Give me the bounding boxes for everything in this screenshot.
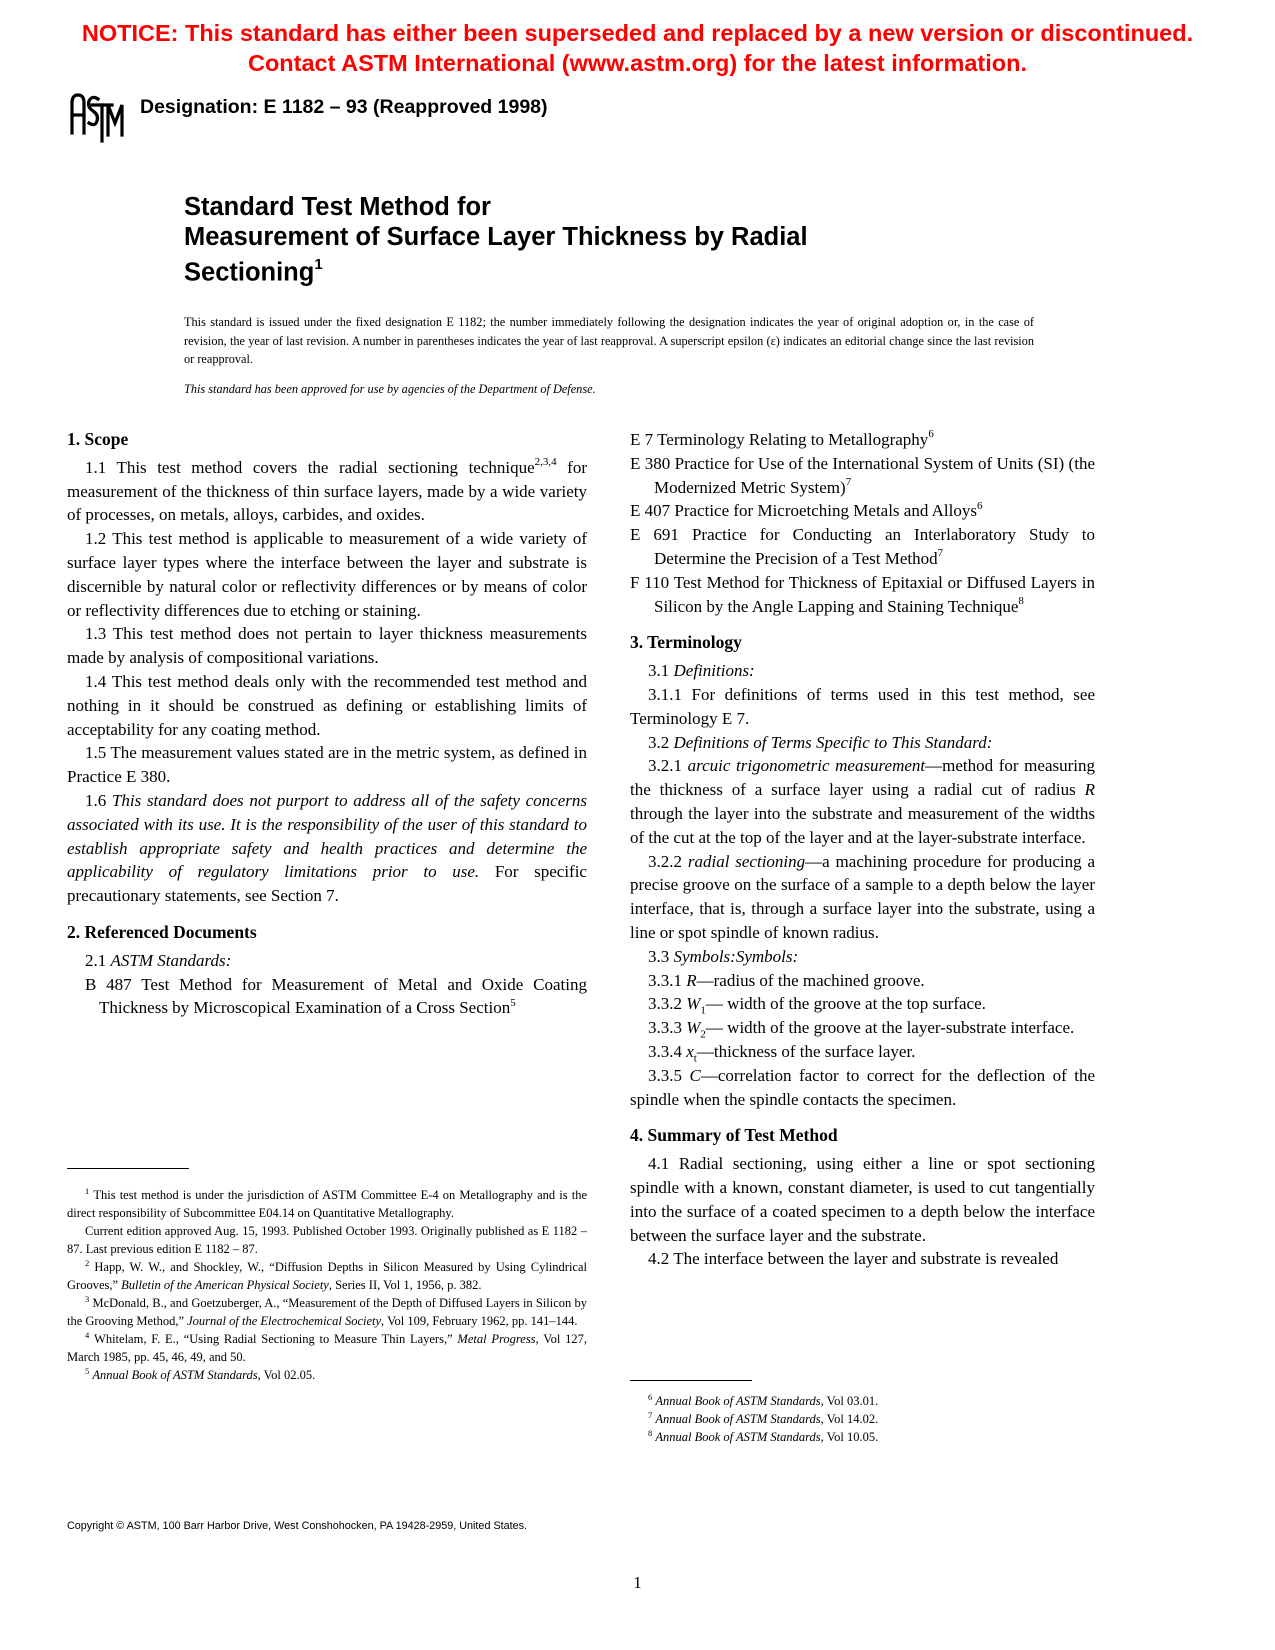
para-3-1-1: 3.1.1 For definitions of terms used in this test method, see Terminology E 7. bbox=[630, 684, 1095, 728]
designation: Designation: E 1182 – 93 (Reapproved 1998) bbox=[140, 96, 548, 118]
para-3-2-1: 3.2.1 arcuic trigonometric measurement—method for measuring the thickness of a surface layer using a radial cut of radius R through the layer into the substrate and measurement of the widths of the cut at the top of the layer and at the layer-substrate interface. bbox=[630, 756, 1095, 847]
footnote-6: $^6$ Annual Book of ASTM Standards, Vol 03.01. bbox=[648, 1391, 879, 1408]
para-3-3-2: 3.3.2 $W_1—$ width of the groove at the top surface. bbox=[648, 994, 986, 1017]
astm-logo-icon bbox=[68, 89, 128, 145]
para-1-1: 1.1 This test method covers the radial sectioning technique$^{2,3,4}$ for measurement of the thickness of thin surface layers, made by a wide variety of processes, on metals, alloys, carbides, and oxides. bbox=[67, 456, 587, 525]
ref-b487: B 487 Test Method for Measurement of Metal and Oxide Coating Thickness by Microscopical Examination of a Cross Section$^5$ bbox=[85, 974, 587, 1018]
title-line-2: Measurement of Surface Layer Thickness by Radial bbox=[184, 223, 808, 251]
para-3-3-3: 3.3.3 $W_2—$ width of the groove at the layer-substrate interface. bbox=[648, 1018, 1075, 1041]
section-2-heading: 2. Referenced Documents bbox=[67, 921, 257, 942]
section-1-heading: 1. Scope bbox=[67, 429, 129, 449]
para-3-3-5: 3.3.5 C—correlation factor to correct for the deflection of the spindle when the spindle contacts the specimen. bbox=[630, 1065, 1095, 1109]
footnote-8: $^8$ Annual Book of ASTM Standards, Vol 10.05. bbox=[648, 1427, 879, 1444]
para-3-2: 3.2 Definitions of Terms Specific to This Standard: bbox=[648, 732, 993, 752]
ref-e7: E 7 Terminology Relating to Metallography$^6$ bbox=[630, 428, 934, 449]
title-line-1: Standard Test Method for bbox=[184, 193, 491, 221]
title-line-3: Sectioning$^1$ bbox=[184, 256, 323, 287]
footnote-rule-right bbox=[630, 1380, 752, 1381]
title-footnote-mark: 1 bbox=[314, 256, 323, 273]
supersession-notice bbox=[0, 18, 1275, 78]
footnote-4: $^4$ Whitelam, F. E., “Using Radial Sectioning to Measure Thin Layers,” Metal Progress, Vol 127, March 1985, pp. 45, 46, 49, and 50. bbox=[67, 1329, 587, 1364]
footnote-1b: Current edition approved Aug. 15, 1993. Published October 1993. Originally published as E 1182 – 87. Last previous edition E 1182 – 87. bbox=[67, 1224, 587, 1256]
para-1-6: 1.6 This standard does not purport to address all of the safety concerns associated with its use. It is the responsibility of the user of this standard to establish appropriate safety and health practices and determine the applicability of regulatory limitations prior to use. For specific precautionary statements, see Section 7. bbox=[67, 790, 588, 906]
footnote-5: $^5$ Annual Book of ASTM Standards, Vol 02.05. bbox=[85, 1365, 316, 1382]
right-column bbox=[630, 428, 1095, 1271]
notice-line-2: Contact ASTM International (www.astm.org) for the latest information. bbox=[247, 50, 1027, 76]
footnote-1: $^1$ This test method is under the jurisdiction of ASTM Committee E-4 on Metallography and is the direct responsibility of Subcommittee E04.14 on Quantitative Metallography. bbox=[67, 1185, 587, 1220]
para-1-5: 1.5 The measurement values stated are in the metric system, as defined in Practice E 380. bbox=[67, 743, 587, 787]
ref-e380: E 380 Practice for Use of the International System of Units (SI) (the Modernized Metric System)$^7$ bbox=[630, 453, 1095, 497]
notice-line-1: NOTICE: This standard has either been superseded and replaced by a new version or discontinued. bbox=[81, 20, 1194, 46]
footnote-3: $^3$ McDonald, B., and Goetzuberger, A., “Measurement of the Depth of Diffused Layers in Silicon by the Grooving Method,” Journal of the Electrochemical Society, Vol 109, February 1962, pp. 141–144. bbox=[67, 1293, 588, 1328]
ref-e691: E 691 Practice for Conducting an Interlaboratory Study to Determine the Precision of a Test Method$^7$ bbox=[630, 525, 1095, 568]
para-1-3: 1.3 This test method does not pertain to layer thickness measurements made by analysis of compositional variations. bbox=[67, 624, 587, 668]
para-3-2-2: 3.2.2 radial sectioning—a machining procedure for producing a precise groove on the surface of a sample to a depth below the layer interface, that is, through a surface layer into the substrate, using a line or spot spindle of known radius. bbox=[630, 851, 1095, 942]
para-3-3-4: 3.3.4 $x_t—thickness$ of the surface layer. bbox=[648, 1041, 916, 1065]
document-title bbox=[184, 192, 944, 288]
para-3-3: 3.3 Symbols:Symbols: bbox=[648, 946, 799, 966]
footnote-7: $^7$ Annual Book of ASTM Standards, Vol 14.02. bbox=[648, 1409, 879, 1426]
issued-note: This standard is issued under the fixed designation E 1182; the number immediately following the designation indicates the year of original adoption or, in the case of revision, the year of last revision. A number in parentheses indicates the year of last reapproval. A superscript epsilon (ε) indicates an editorial change since the last revision or reapproval. bbox=[184, 315, 1034, 366]
section-4-heading: 4. Summary of Test Method bbox=[630, 1125, 838, 1146]
copyright-line: Copyright © ASTM, 100 Barr Harbor Drive, West Conshohocken, PA 19428-2959, United States. bbox=[67, 1520, 528, 1532]
para-4-1: 4.1 Radial sectioning, using either a line or spot sectioning spindle with a known, constant diameter, is used to cut tangentially into the surface of a coated specimen to a depth below the interface between the surface layer and the substrate. bbox=[630, 1154, 1095, 1245]
page-number: 1 bbox=[633, 1573, 642, 1592]
footnote-2: $^2$ Happ, W. W., and Shockley, W., “Diffusion Depths in Silicon Measured by Using Cylindrical Grooves,” Bulletin of the American Physical Society, Series II, Vol 1, 1956, p. 382. bbox=[67, 1257, 587, 1292]
footnotes-left bbox=[67, 1186, 587, 1384]
left-column bbox=[67, 428, 587, 1020]
footnote-rule-left bbox=[67, 1168, 189, 1169]
section-3-heading: 3. Terminology bbox=[630, 632, 742, 653]
para-1-2: 1.2 This test method is applicable to measurement of a wide variety of surface layer types where the interface between the layer and substrate is discernible by natural color or reflectivity differences or by means of color or reflectivity differences due to etching or staining. bbox=[67, 529, 587, 620]
para-3-3-1: 3.3.1 R—radius of the machined groove. bbox=[648, 970, 925, 990]
para-1-4: 1.4 This test method deals only with the recommended test method and nothing in it should be construed as defining or establishing limits of acceptability for any coating method. bbox=[67, 671, 587, 739]
dod-note: This standard has been approved for use by agencies of the Department of Defense. bbox=[184, 382, 596, 396]
ref-e407: E 407 Practice for Microetching Metals and Alloys$^6$ bbox=[630, 499, 983, 521]
para-2-1: 2.1 ASTM Standards: bbox=[85, 950, 232, 970]
footnotes-right bbox=[630, 1392, 1095, 1446]
para-4-2: 4.2 The interface between the layer and substrate is revealed bbox=[648, 1249, 1059, 1269]
ref-f110: F 110 Test Method for Thickness of Epitaxial or Diffused Layers in Silicon by the Angle Lapping and Staining Technique$^8$ bbox=[630, 572, 1095, 616]
para-3-1: 3.1 Definitions: bbox=[648, 661, 755, 681]
